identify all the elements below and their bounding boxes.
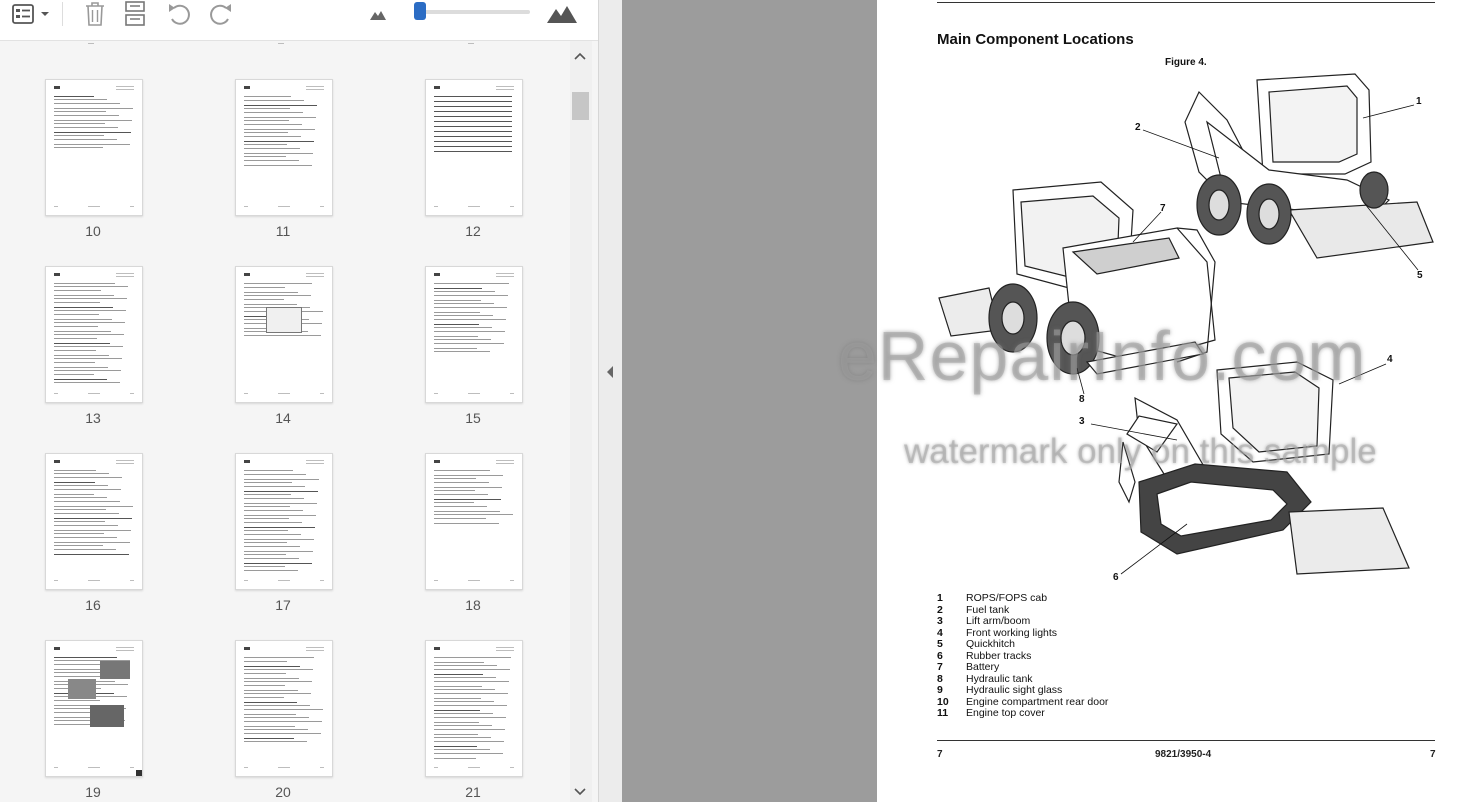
callout-2: 2 [1135, 122, 1141, 133]
page-number-label[interactable]: 18 [465, 597, 481, 613]
legend-row [937, 616, 1108, 628]
selected-marker [136, 770, 142, 776]
legend-label: Quickhitch [966, 638, 1016, 650]
legend-label: Front working lights [966, 626, 1058, 639]
thumbnail-scrollbar[interactable] [570, 41, 592, 802]
legend-row [937, 593, 1108, 605]
watermark-site: eRepairInfo.com [838, 317, 1367, 395]
collapse-panel-icon[interactable] [604, 364, 616, 380]
callout-3: 3 [1079, 416, 1085, 427]
page-title: Main Component Locations [937, 31, 1134, 48]
legend-row [937, 639, 1108, 651]
thumbnail-list[interactable] [0, 41, 570, 802]
page-thumbnail[interactable] [45, 79, 143, 216]
footer-document-id: 9821/3950-4 [1155, 749, 1212, 760]
footer-page-number-left: 7 [937, 749, 943, 760]
page-thumbnail[interactable] [425, 453, 523, 590]
legend-label: Hydraulic sight glass [966, 684, 1063, 696]
legend-number: 10 [937, 695, 949, 708]
legend-number: 6 [937, 649, 943, 662]
legend-row [937, 685, 1108, 697]
page-thumbnail[interactable] [235, 640, 333, 777]
footer-page-number-right: 7 [1430, 749, 1436, 760]
document-page [877, 0, 1474, 802]
thumbnail-row-edge [88, 43, 94, 44]
page-number-label[interactable]: 16 [85, 597, 101, 613]
legend-label: Lift arm/boom [966, 615, 1031, 627]
legend-number: 5 [937, 638, 943, 650]
page-number-label[interactable]: 10 [85, 223, 101, 239]
legend-number: 7 [937, 661, 943, 673]
page-number-label[interactable]: 15 [465, 410, 481, 426]
legend-label: Hydraulic tank [966, 672, 1033, 685]
legend-label: ROPS/FOPS cab [966, 592, 1048, 604]
view-options-icon [11, 3, 49, 25]
document-background [622, 0, 877, 802]
watermark-note: watermark only on this sample [904, 432, 1377, 471]
legend-label: Fuel tank [966, 603, 1010, 616]
legend-number: 11 [937, 707, 949, 719]
page-number-label[interactable]: 12 [465, 223, 481, 239]
page-number-label[interactable]: 19 [85, 784, 101, 800]
view-options-button[interactable] [8, 0, 52, 28]
skid-steer-front-view [1185, 74, 1433, 258]
page-thumbnail[interactable] [45, 266, 143, 403]
legend-number: 8 [937, 672, 943, 685]
save-button[interactable] [120, 0, 150, 28]
thumbnail-panel [0, 0, 598, 802]
legend-row [937, 651, 1108, 663]
page-thumbnail[interactable] [425, 266, 523, 403]
figure-label: Figure 4. [1165, 57, 1207, 68]
scroll-down-icon[interactable] [574, 787, 586, 797]
panel-splitter[interactable] [598, 0, 623, 802]
zoom-in-button[interactable] [544, 0, 580, 28]
callout-1: 1 [1416, 96, 1422, 107]
callout-4: 4 [1387, 354, 1393, 365]
page-number-label[interactable]: 11 [275, 223, 291, 239]
delete-icon [82, 1, 108, 27]
callout-6: 6 [1113, 572, 1119, 583]
page-number-label[interactable]: 21 [465, 784, 481, 800]
legend-row [937, 662, 1108, 674]
zoom-out-button[interactable] [366, 0, 390, 28]
toolbar-divider [62, 2, 63, 26]
legend-number: 2 [937, 603, 943, 616]
page-thumbnail[interactable] [45, 453, 143, 590]
zoom-out-icon [369, 7, 387, 21]
legend-number: 9 [937, 684, 943, 696]
page-thumbnail[interactable] [45, 640, 143, 777]
page-thumbnail[interactable] [425, 79, 523, 216]
legend-label: Battery [966, 661, 1000, 673]
delete-button[interactable] [80, 0, 110, 28]
undo-icon [166, 1, 192, 27]
redo-icon [208, 1, 234, 27]
component-legend [937, 593, 1108, 720]
scroll-up-icon[interactable] [574, 51, 586, 61]
zoom-in-icon [546, 3, 578, 25]
legend-number: 1 [937, 592, 943, 604]
page-number-label[interactable]: 13 [85, 410, 101, 426]
thumbnail-row-edge [468, 43, 474, 44]
callout-7: 7 [1160, 203, 1166, 214]
page-thumbnail[interactable] [235, 453, 333, 590]
page-top-rule [937, 2, 1435, 3]
callout-8: 8 [1079, 394, 1085, 405]
page-thumbnail[interactable] [235, 79, 333, 216]
zoom-slider[interactable] [420, 10, 530, 14]
page-number-label[interactable]: 17 [275, 597, 291, 613]
callout-5: 5 [1417, 270, 1423, 281]
legend-label: Rubber tracks [966, 649, 1032, 662]
thumbnail-row-edge [278, 43, 284, 44]
page-number-label[interactable]: 20 [275, 784, 291, 800]
legend-label: Engine top cover [966, 707, 1045, 719]
legend-number: 3 [937, 615, 943, 627]
thumbnail-scroll-thumb[interactable] [572, 92, 589, 120]
page-footer-rule [937, 740, 1435, 741]
legend-label: Engine compartment rear door [966, 695, 1109, 708]
page-thumbnail[interactable] [425, 640, 523, 777]
legend-number: 4 [937, 626, 943, 639]
page-number-label[interactable]: 14 [275, 410, 291, 426]
save-icon [122, 1, 148, 27]
thumbnail-toolbar [0, 0, 598, 41]
zoom-slider-thumb[interactable] [414, 2, 426, 20]
legend-row [937, 708, 1108, 720]
undo-button[interactable] [164, 0, 194, 28]
page-thumbnail[interactable] [235, 266, 333, 403]
legend-row [937, 628, 1108, 640]
redo-button[interactable] [206, 0, 236, 28]
